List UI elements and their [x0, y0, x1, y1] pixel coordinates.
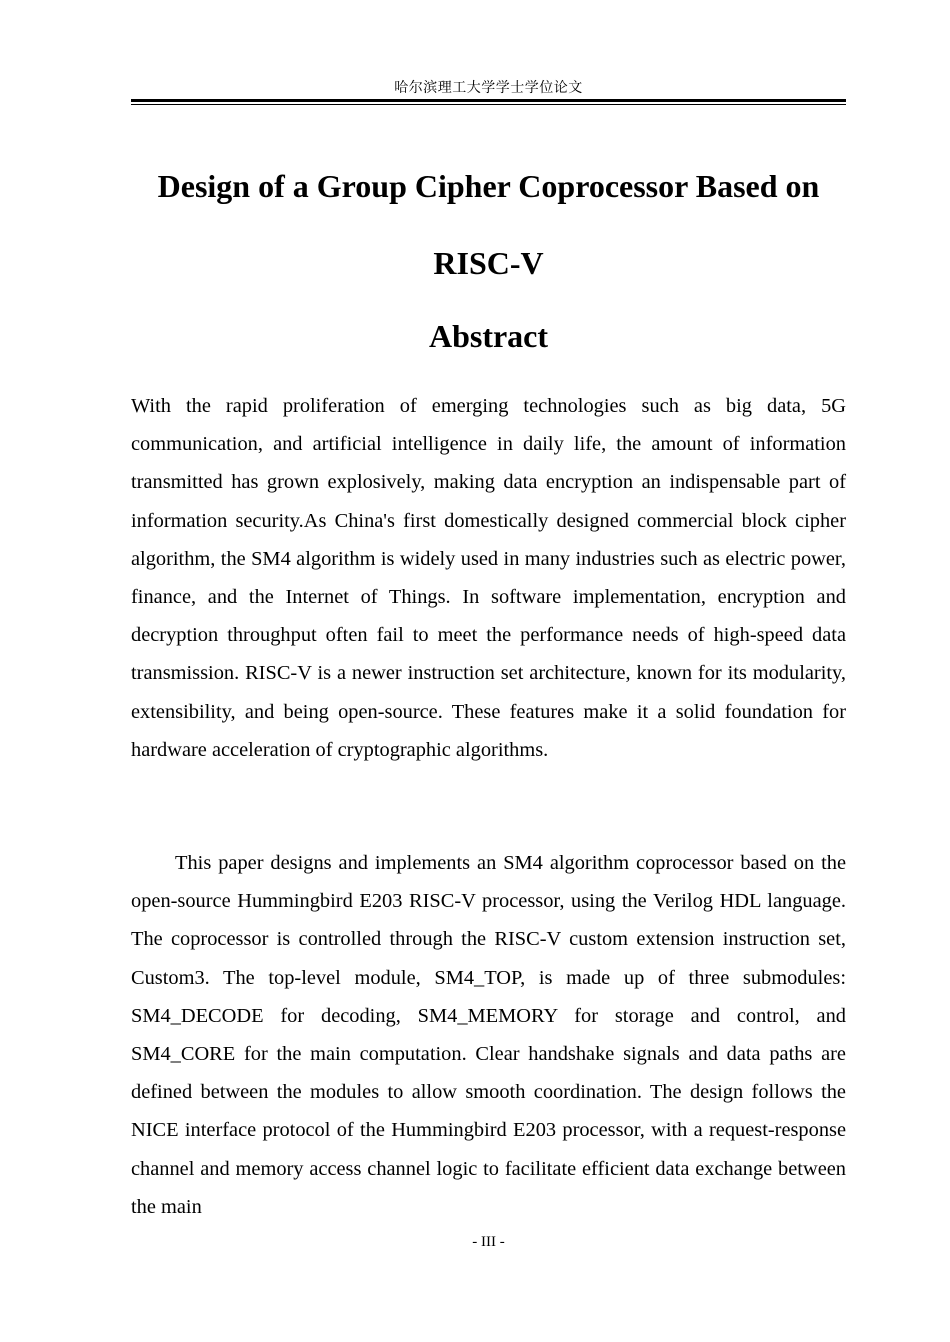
- running-header: 哈尔滨理工大学学士学位论文: [394, 80, 583, 96]
- abstract-paragraph-2: This paper designs and implements an SM4 algorithm coprocessor based on the open-source Hummingbird E203 RISC-V processor, using the Verilog HDL language. The coprocessor is controlled through the RISC-V custom extension instruction set, Custom3. The top-level module, SM4_TOP, is made up of three submodules: SM4_DECODE for decoding, SM4_MEMORY for storage and control, and SM4_CORE for the main computation. Clear handshake signals and data paths are defined between the modules to allow smooth coordination. The design follows the NICE interface protocol of the Hummingbird E203 processor, with a request-response channel and memory access channel logic to facilitate efficient data exchange between the main: [131, 852, 846, 1218]
- abstract-paragraph-1: With the rapid proliferation of emerging technologies such as big data, 5G communication, and artificial intelligence in daily life, the amount of information transmitted has grown explosively, making data encryption an indispensable part of information security.As China's first domestically designed commercial block cipher algorithm, the SM4 algorithm is widely used in many industries such as electric power, finance, and the Internet of Things. In software implementation, encryption and decryption throughput often fail to meet the performance needs of high-speed data transmission. RISC-V is a newer instruction set architecture, known for its modularity, extensibility, and being open-source. These features make it a solid foundation for hardware acceleration of cryptographic algorithms.: [131, 395, 846, 761]
- header-rule-thin: [131, 104, 846, 105]
- title-line-1: Design of a Group Cipher Coprocessor Based on: [157, 168, 820, 204]
- thesis-title: [131, 148, 846, 302]
- title-line-2: RISC-V: [433, 245, 544, 281]
- abstract-heading: Abstract: [428, 318, 549, 354]
- page-number: - III -: [472, 1234, 505, 1250]
- header-rule-thick: [131, 99, 846, 102]
